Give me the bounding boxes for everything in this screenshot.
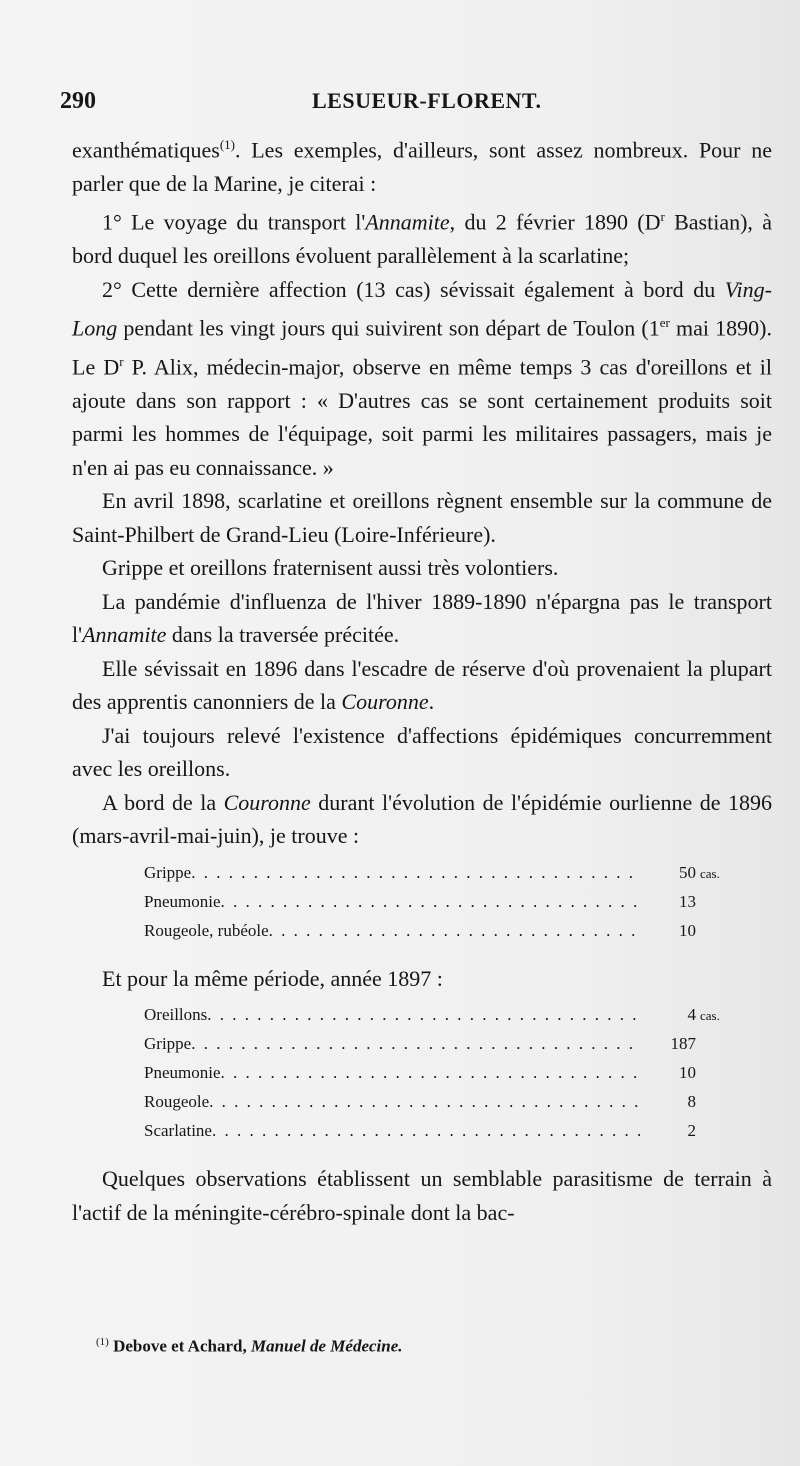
text-run: Grippe et oreillons fraternisent aussi très volontiers. (102, 555, 559, 581)
footnote-authors: Debove et Achard, (113, 1336, 251, 1356)
table-row (144, 1034, 734, 1063)
italic-text: Couronne (223, 789, 311, 815)
text-run: durant l'évolution de l'épidémie ourlienne de 1896 (mars-avril-mai-juin), je trouve : (72, 789, 772, 849)
table-row (144, 863, 734, 892)
running-head: LESUEUR-FLORENT. (312, 88, 542, 113)
row-unit: cas. (700, 1008, 720, 1024)
row-label: Pneumonie (144, 1063, 221, 1083)
footnote-title: Manuel de Médecine. (250, 1336, 403, 1356)
italic-text: Ving-Long (72, 276, 772, 341)
leader-dots (191, 863, 640, 883)
statistics-table-1897 (144, 1005, 734, 1150)
paragraph-1897: Et pour la même période, année 1897 : (102, 965, 443, 991)
paragraph-p7 (72, 652, 772, 719)
row-value: 10 (679, 1063, 696, 1083)
paragraph-p4 (72, 484, 772, 551)
text-run: Bastian), à bord duquel les oreillons évoluent parallèlement à la scarlatine; (72, 209, 772, 269)
text-run: P. Alix, médecin-major, observe en même temps 3 cas d'oreillons et il ajoute dans son rapport : « D'autres cas se sont certainement produits soit parmi les hommes de l'équipage, soit parmi les militaires passagers, mais je n'en ai pas eu connaissance. » (72, 354, 772, 480)
row-value: 13 (679, 891, 696, 911)
row-label: Grippe (144, 862, 192, 882)
row-value: 187 (670, 1034, 696, 1054)
text-run: mai 1890). Le D (72, 315, 772, 380)
page-number: 290 (60, 88, 96, 114)
superscript: er (659, 315, 670, 331)
footnote (96, 1336, 756, 1357)
text-run: 1° Le voyage du transport l' (102, 209, 366, 235)
leader-dots (221, 1063, 641, 1083)
page-body (72, 128, 772, 1229)
paragraph-final: Quelques observations établissent un semblable parasitisme de terrain à l'actif de la méningite-cérébro-spinale dont la bac- (72, 1166, 772, 1225)
leader-dots (212, 1121, 640, 1141)
paragraph-p2 (72, 200, 772, 272)
text-run: La pandémie d'influenza de l'hiver 1889-1890 n'épargna pas le transport l' (72, 588, 772, 648)
leader-dots (221, 892, 641, 912)
text-run: Elle sévissait en 1896 dans l'escadre de réserve d'où provenaient la plupart des apprentis canonniers de la (72, 655, 772, 715)
paragraph-p3 (72, 273, 772, 485)
row-value: 10 (679, 920, 696, 940)
text-run: exanthématiques (72, 137, 220, 163)
page-header (60, 88, 760, 120)
table-row (144, 1121, 734, 1150)
leader-dots (269, 921, 640, 941)
footnote-marker: (1) (96, 1336, 109, 1348)
row-value: 8 (687, 1092, 696, 1112)
paragraph-p5 (72, 551, 772, 585)
superscript: (1) (219, 137, 236, 152)
table-row (144, 1092, 734, 1121)
text-run: pendant les vingt jours qui suivirent son départ de Toulon (1 (117, 315, 660, 341)
row-value: 4 (687, 1005, 696, 1025)
superscript: r (660, 209, 665, 225)
text-run: . (428, 689, 435, 715)
row-label: Scarlatine (144, 1121, 212, 1141)
italic-text: Couronne (341, 689, 429, 715)
row-label: Pneumonie (144, 891, 221, 911)
paragraph-p1 (72, 128, 772, 200)
table-row (144, 892, 734, 921)
table-row (144, 1063, 734, 1092)
text-run: 2° Cette dernière affection (13 cas) sévissait également à bord du (102, 276, 725, 302)
text-run: J'ai toujours relevé l'existence d'affections épidémiques concurremment avec les oreillons. (72, 722, 772, 782)
text-run: En avril 1898, scarlatine et oreillons règnent ensemble sur la commune de Saint-Philbert de Grand-Lieu (Loire-Inférieure). (72, 488, 772, 547)
row-value: 50 (679, 862, 696, 882)
paragraph-p9 (72, 786, 772, 853)
table-row (144, 921, 734, 950)
text-run: dans la traversée précitée. (166, 622, 400, 648)
paragraph-p8 (72, 719, 772, 786)
text-run: . Les exemples, d'ailleurs, sont assez nombreux. Pour ne parler que de la Marine, je citerai : (72, 137, 772, 196)
row-unit: cas. (700, 865, 720, 881)
row-value: 2 (687, 1121, 696, 1141)
row-label: Grippe (144, 1034, 192, 1054)
paragraph-p6 (72, 585, 772, 652)
italic-text: Annamite (82, 622, 167, 648)
table-row (144, 1005, 734, 1034)
row-label: Oreillons (144, 1005, 208, 1025)
leader-dots (191, 1034, 640, 1054)
text-run: A bord de la (102, 789, 224, 815)
leader-dots (209, 1092, 640, 1112)
italic-text: Annamite (365, 209, 450, 235)
row-label: Rougeole (144, 1092, 210, 1112)
paragraph-group (72, 128, 772, 853)
row-label: Rougeole, rubéole (144, 920, 269, 940)
statistics-table-1896 (144, 863, 734, 950)
text-run: , du 2 février 1890 (D (449, 209, 661, 235)
superscript: r (119, 353, 124, 369)
leader-dots (207, 1005, 640, 1025)
